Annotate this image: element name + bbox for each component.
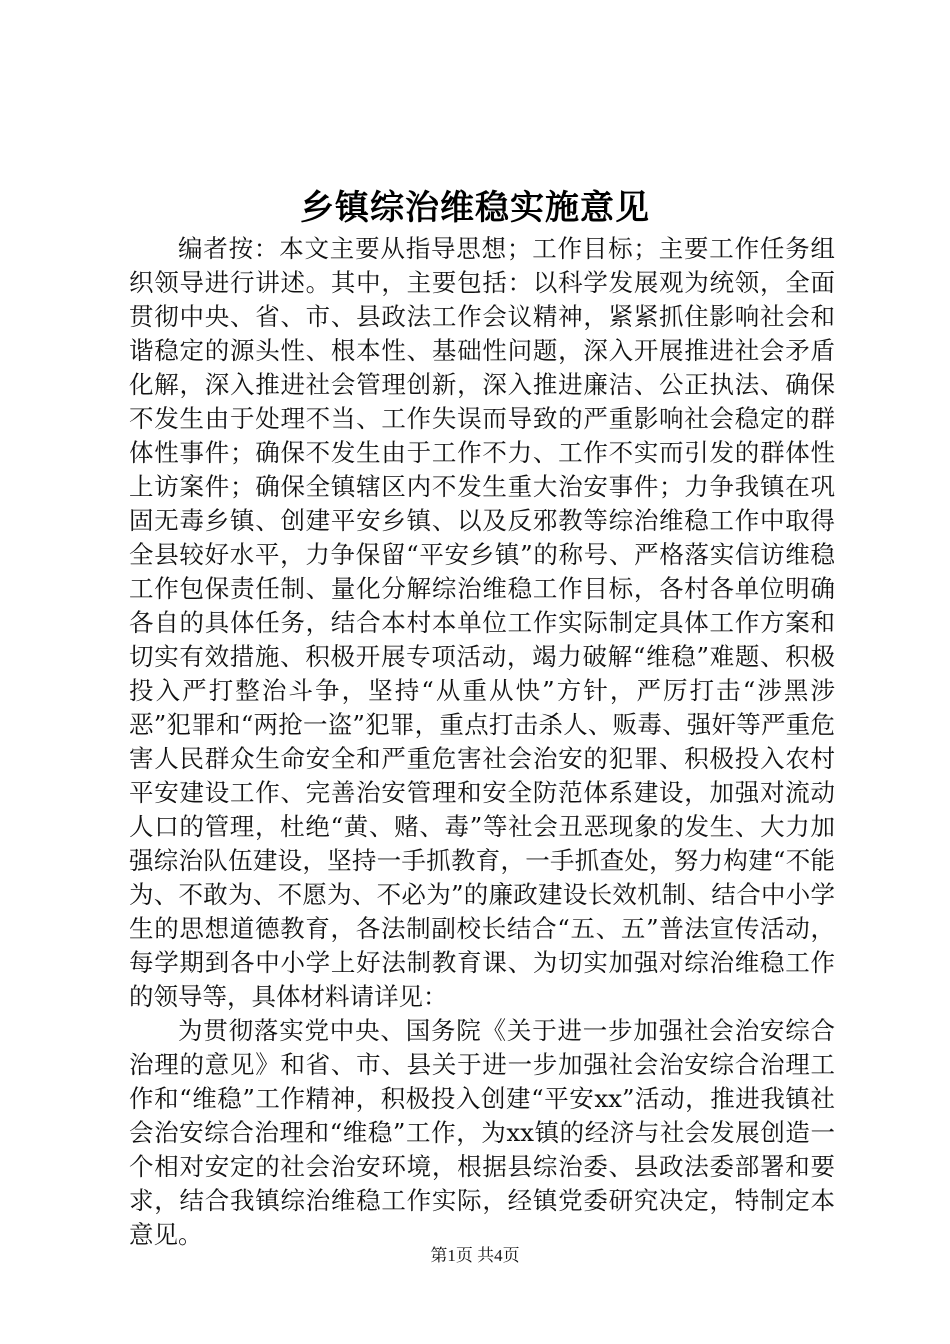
page-footer: 第1页 共4页 — [430, 1246, 520, 1265]
intro-paragraph: 为贯彻落实党中央、国务院《关于进一步加强社会治安综合治理的意见》和省、市、县关于进一步加强社会治安综合治理工作和“维稳”工作精神，积极投入创建“平安xx”活动，推进我镇社会治安综合治理和“维稳”工作，为xx镇的经济与社会发展创造一个相对安定的社会治安环境，根据县综治委、县政法委部署和要求，结合我镇综治维稳工作实际，经镇党委研究决定，特制定本意见。 — [129, 1016, 835, 1249]
document-title: 乡镇综治维稳实施意见 — [300, 188, 650, 228]
editor-note-paragraph: 编者按：本文主要从指导思想；工作目标；主要工作任务组织领导进行讲述。其中，主要包括：以科学发展观为统领，全面贯彻中央、省、市、县政法工作会议精神，紧紧抓住影响社会和谐稳定的源头性、根本性、基础性问题，深入开展推进社会矛盾化解，深入推进社会管理创新，深入推进廉洁、公正执法、确保不发生由于处理不当、工作失误而导致的严重影响社会稳定的群体性事件；确保不发生由于工作不力、工作不实而引发的群体性上访案件；确保全镇辖区内不发生重大治安事件；力争我镇在巩固无毒乡镇、创建平安乡镇、以及反邪教等综治维稳工作中取得全县较好水平，力争保留“平安乡镇”的称号、严格落实信访维稳工作包保责任制、量化分解综治维稳工作目标，各村各单位明确各自的具体任务，结合本村本单位工作实际制定具体工作方案和切实有效措施、积极开展专项活动，竭力破解“维稳”难题、积极投入严打整治斗争，坚持“从重从快”方针，严厉打击“涉黑涉恶”犯罪和“两抢一盗”犯罪，重点打击杀人、贩毒、强奸等严重危害人民群众生命安全和严重危害社会治安的犯罪、积极投入农村平安建设工作、完善治安管理和安全防范体系建设，加强对流动人口的管理，杜绝“黄、赌、毒”等社会丑恶现象的发生、大力加强综治队伍建设，坚持一手抓教育，一手抓查处，努力构建“不能为、不敢为、不愿为、不必为”的廉政建设长效机制、结合中小学生的思想道德教育，各法制副校长结合“五、五”普法宣传活动，每学期到各中小学上好法制教育课、为切实加强对综治维稳工作的领导等，具体材料请详见： — [129, 234, 835, 1011]
document-body — [129, 232, 835, 1252]
